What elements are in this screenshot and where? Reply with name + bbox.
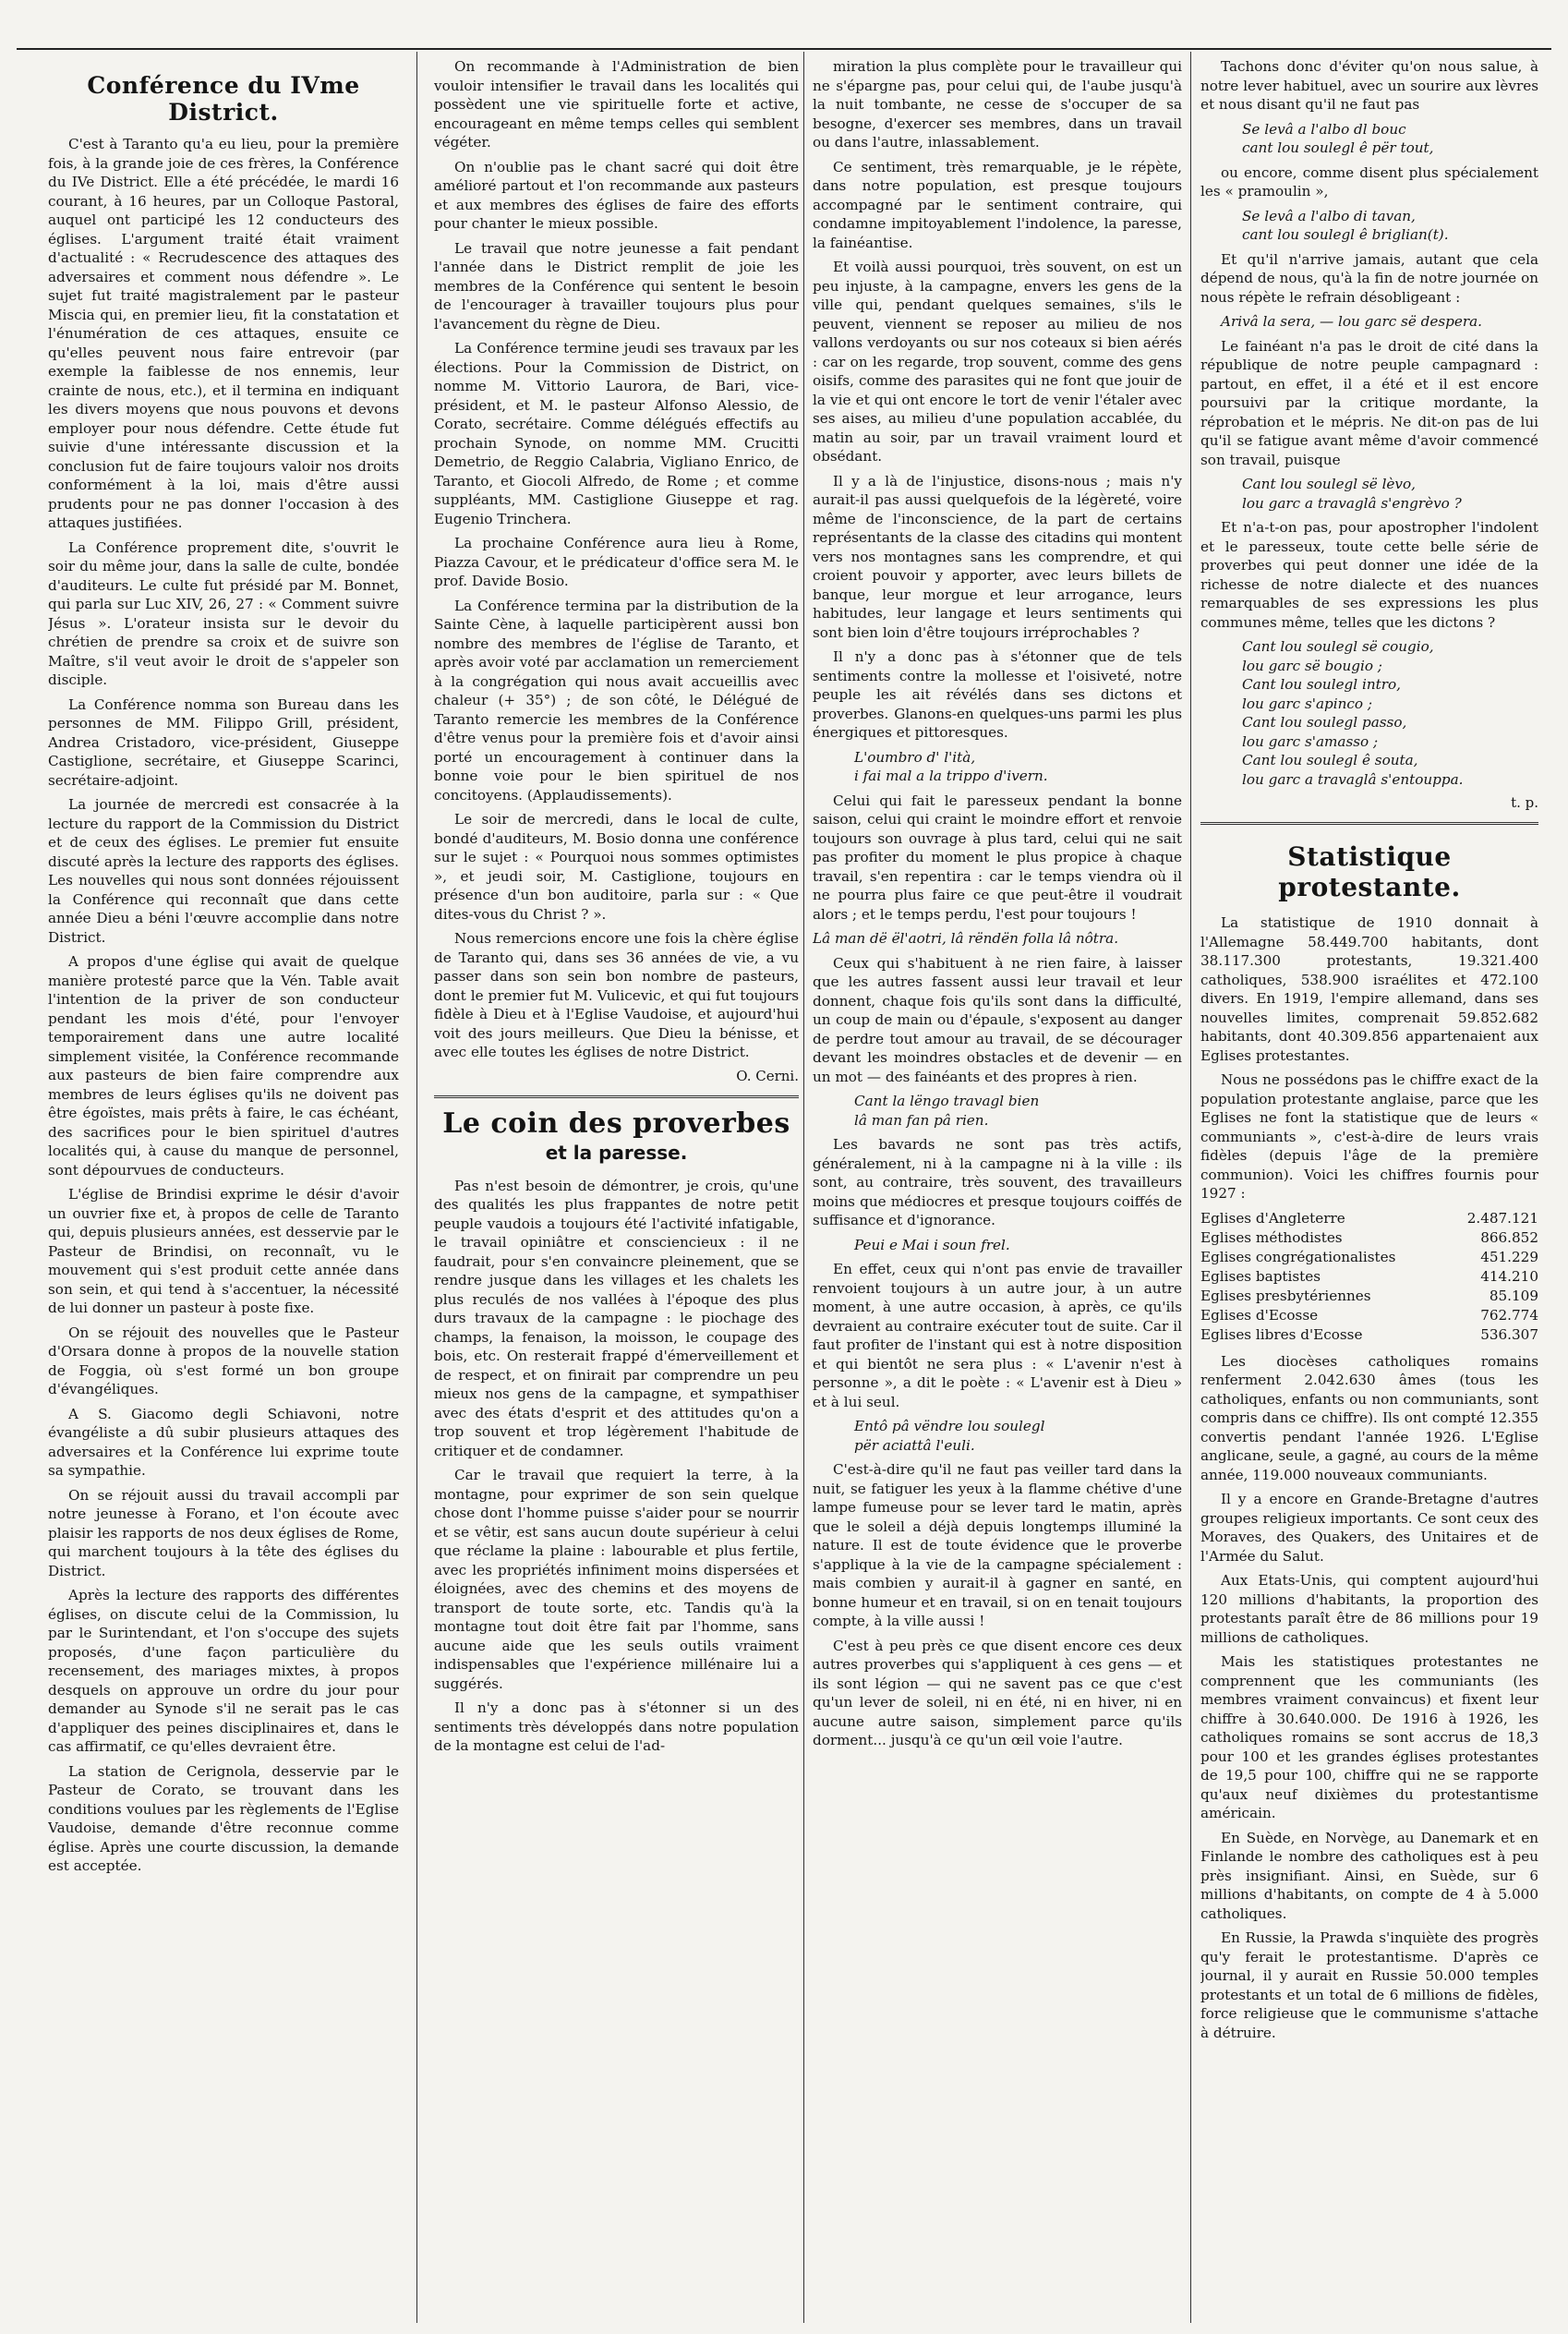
paragraph: Ceux qui s'habituent à ne rien faire, à laisser que les autres fassent aussi leur travail et leur donnent, chaque fois qu'ils sont dans la difficulté, un coup de main ou d'épaule, s'exposent au danger de perdre tout amour au travail, de se décourager devant les moindres obstacles et de devenir — en un mot — des fainéants et des propres à rien. <box>813 954 1182 1085</box>
paragraph: L'église de Brindisi exprime le désir d'avoir un ouvrier fixe et, à propos de celle de Taranto qui, depuis plusieurs années, est desservie par le Pasteur de Brindisi, on reconnaît, vu le mouvement qui s'est produit cette année dans son sein, et qui tend à s'accentuer, la nécessité de lui donner un pasteur à poste fixe. <box>48 1186 399 1316</box>
member-count: 85.109 <box>1489 1287 1538 1304</box>
paragraph: On n'oublie pas le chant sacré qui doit être amélioré partout et l'on recommande aux pasteurs et aux membres des églises de faire des efforts pour chanter le mieux possible. <box>434 158 799 232</box>
proverbes-body-b <box>813 792 1182 925</box>
column-rule <box>1190 52 1191 2323</box>
paragraph: En Suède, en Norvège, au Danemark et en Finlande le nombre des catholiques est à peu près insignifiant. Ainsi, en Suède, sur 6 millions d'habitants, on compte de 4 à 5.000 catholiques. <box>1200 1829 1538 1922</box>
paragraph: En effet, ceux qui n'ont pas envie de travailler renvoient toujours à un autre jour, à un autre moment, à une autre occasion, à après, ce qu'ils devraient au contraire exécuter tout de suite. Car il faut profiter de l'instant qui est à notre disposition et qui bientôt ne sera plus : « L'avenir n'est à personne », a dit le poète : « L'avenir est à Dieu » et à lui seul. <box>813 1261 1182 1410</box>
article-subtitle-paresse: et la paresse. <box>545 1141 688 1164</box>
paragraph: Les diocèses catholiques romains renferment 2.042.630 âmes (tous les catholiques, enfants ou non communiants, sont compris dans ce chiffre). Ils ont compté 12.355 convertis pendant l'année 1926. L'Eglise anglicane, seule, a gagné, au cours de la même année, 119.000 nouveaux communiants. <box>1200 1352 1538 1483</box>
paragraph: On se réjouit des nouvelles que le Pasteur d'Orsara donne à propos de la nouvelle station de Foggia, où s'est formé un bon groupe d'évangéliques. <box>48 1324 399 1397</box>
proverbes-end-e <box>1200 518 1538 632</box>
paragraph: Nous remercions encore une fois la chère église de Taranto qui, dans ses 36 années de vie, a vu passer dans son sein bon nombre de pasteurs, dont le premier fut M. Vulicevic, et qui fut toujours fidèle à Dieu et à l'Eglise Vaudoise, et aujourd'hui voit des jours meilleurs. Que Dieu la bénisse, et avec elle toutes les églises de notre District. <box>434 930 799 1060</box>
paragraph: Il n'y a donc pas à s'étonner si un des sentiments très développés dans notre population de la montagne est celui de l'ad- <box>434 1699 799 1754</box>
proverb-verse: Lâ man dë ël'aotri, lâ rëndën folla lâ nôtra. <box>813 930 1119 947</box>
statistique-body-a <box>1200 913 1538 1203</box>
table-row <box>1200 1267 1538 1287</box>
paragraph: Tachons donc d'éviter qu'on nous salue, à notre lever habituel, avec un sourire aux lèvres et nous disant qu'il ne faut pas <box>1200 58 1538 113</box>
paragraph: A propos d'une église qui avait de quelque manière protesté parce que la Vén. Table avait l'intention de la priver de son conducteur pendant les mois d'été, pour l'envoyer temporairement dans une autre localité simplement visitée, la Conférence recommande aux pasteurs de bien faire comprendre aux membres de leurs églises qu'ils ne doivent pas être égoïstes, mais prêts à faire, le cas échéant, des sacrifices pour le bien spirituel d'autres localités qui, à cause du manque de personnel, sont dépourvues de conducteurs. <box>48 953 399 1179</box>
member-count: 536.307 <box>1480 1325 1538 1343</box>
paragraph: C'est à Taranto qu'a eu lieu, pour la première fois, à la grande joie de ces frères, la Conférence du IVe District. Elle a été précédée, le mardi 16 courant, à 16 heures, par un Colloque Pastoral, auquel ont participé les 12 conducteurs des églises. L'argument traité était vraiment d'actualité : « Recrudescence des attaques des adversaires et comment nous défendre ». Le sujet fut traité magistralement par le pasteur Miscia qui, en premier lieu, fit la constatation et l'énumération de ces attaques, ensuite ce qu'elles peuvent nous faire entrevoir (par exemple la faiblesse de nos ennemis, leur crainte de nous, etc.), et il termina en indiquant les divers moyens que nous pouvons et devons employer pour nous défendre. Cette étude fut suivie d'une intéressante discussion et la conclusion fut de faire toujours valoir nos droits conformément à la loi, mais d'être aussi prudents pour ne pas donner l'occasion à des attaques justifiées. <box>48 136 399 531</box>
column-rule <box>416 52 417 2323</box>
article-title-statistique: Statistique protestante. <box>1278 841 1461 902</box>
proverbes-body-a <box>813 57 1182 743</box>
member-count: 451.229 <box>1480 1248 1538 1265</box>
paragraph: A S. Giacomo degli Schiavoni, notre évangéliste a dû subir plusieurs attaques des adversaires et la Conférence lui exprime toute sa sympathie. <box>48 1405 399 1479</box>
church-name: Eglises d'Angleterre <box>1200 1209 1345 1227</box>
column-rule <box>803 52 804 2323</box>
proverb-verse: L'oumbro d' l'ità, i fai mal a la trippo d'ivern. <box>854 748 1048 784</box>
proverb-verse: Se levâ a l'albo dl bouc cant lou soulegl ê për tout, <box>1242 120 1434 156</box>
top-rule <box>17 48 1551 50</box>
paragraph: La Conférence termina par la distribution de la Sainte Cène, à laquelle participèrent aussi bon nombre des membres de l'église de Taranto, et après avoir voté par acclamation un remerciement à la congrégation qui nous avait accueillis avec chaleur (+ 35°) ; de son côté, le Délégué de Taranto remercie les membres de la Conférence d'être venus pour la première fois et d'avoir ainsi porté un encouragement à continuer dans la bonne voie pour le bien spirituel de nos concitoyens. (Applaudissements). <box>434 597 799 804</box>
paragraph: Et voilà aussi pourquoi, très souvent, on est un peu injuste, à la campagne, envers les gens de la ville qui, pendant quelques semaines, s'ils le peuvent, viennent se reposer au milieu de nos vallons verdoyants ou sur nos coteaux si bien aérés : car on les regarde, trop souvent, comme des gens oisifs, comme des parasites qui ne font que jouir de la vie et qui ont encore le tort de venir l'étaler avec ses aises, au milieu d'une population accablée, du matin au soir, par un travail vraiment lourd et obsédant. <box>813 259 1182 465</box>
proverbes-end-d <box>1200 337 1538 470</box>
paragraph: Et n'a-t-on pas, pour apostropher l'indolent et le paresseux, toute cette belle série de proverbes qui peut donner une idée de la richesse de notre dialecte et des nuances remarquables de ses expressions les plus communes même, telles que les dictons ? <box>1200 519 1538 631</box>
table-row <box>1200 1287 1538 1306</box>
proverb-verse: Arivâ la sera, — lou garc së despera. <box>1221 313 1483 330</box>
conference-body <box>48 135 399 1876</box>
paragraph: La Conférence proprement dite, s'ouvrit le soir du même jour, dans la salle de culte, bondée d'auditeurs. Le culte fut présidé par M. Bonnet, qui parla sur Luc XIV, 26, 27 : « Comment suivre Jésus ». L'orateur insista sur le devoir du chrétien de prendre sa croix et de suivre son Maître, s'il veut avoir le droit de s'appeler son disciple. <box>48 538 399 688</box>
proverb-verse: Entô pâ vëndre lou soulegl për aciattâ l'euli. <box>854 1418 1045 1454</box>
member-count: 762.774 <box>1480 1306 1538 1324</box>
signature-tp: t. p. <box>1511 794 1538 811</box>
church-name: Eglises d'Ecosse <box>1200 1306 1319 1324</box>
article-title-conference: Conférence du IVme District. <box>87 72 360 126</box>
paragraph: La prochaine Conférence aura lieu à Rome, Piazza Cavour, et le prédicateur d'office sera M. le prof. Davide Bosio. <box>434 535 799 589</box>
paragraph: Il n'y a donc pas à s'étonner que de tels sentiments contre la mollesse et l'oisiveté, notre peuple les ait révélés dans ses dictons et proverbes. Glanons-en quelques-uns parmi les plus énergiques et pittoresques. <box>813 648 1182 741</box>
paragraph: Les bavards ne sont pas très actifs, généralement, ni à la campagne ni à la ville : ils sont, au contraire, très souvent, des travailleurs moins que médiocres et presque toujours coiffés de suffisance et d'ignorance. <box>813 1136 1182 1228</box>
table-row <box>1200 1325 1538 1345</box>
statistique-body-b <box>1200 1352 1538 2043</box>
paragraph: Et qu'il n'arrive jamais, autant que cela dépend de nous, qu'à la fin de notre journée on nous répète le refrain désobligeant : <box>1200 250 1538 306</box>
paragraph: C'est à peu près ce que disent encore ces deux autres proverbes qui s'appliquent à ces gens — et ils sont légion — qui ne savent pas ce que c'est qu'un lever de soleil, ni en été, ni en hiver, ni en aucune autre saison, simplement parce qu'ils dorment... jusqu'à ce qu'un œil voie l'autre. <box>813 1637 1182 1748</box>
table-row <box>1200 1306 1538 1325</box>
paragraph: Il y a encore en Grande-Bretagne d'autres groupes religieux importants. Ce sont ceux des Moraves, des Quakers, des Unitaires et de l'Armée du Salut. <box>1200 1491 1538 1565</box>
proverb-verse: Se levâ a l'albo di tavan, cant lou soulegl ê briglian(t). <box>1242 207 1449 243</box>
paragraph: Car le travail que requiert la terre, à la montagne, pour exprimer de son sein quelque chose dont l'homme puisse s'aider pour se nourrir et se vêtir, est sans aucun doute supérieur à celui que réclame la plaine : labourable et plus fertile, avec les propriétés infiniment moins dispersées et éloignées, avec des chemins et des moyens de transport de toute sorte, etc. Tandis qu'à la montagne tout doit être fait par l'homme, sans aucune aide que les seuls outils vraiment indispensables que l'expérience millénaire lui a suggérés. <box>434 1467 799 1692</box>
signature-cerni: O. Cerni. <box>736 1067 799 1084</box>
member-count: 866.852 <box>1480 1228 1538 1246</box>
paragraph: Après la lecture des rapports des différentes églises, on discute celui de la Commission, lu par le Surintendant, et l'on s'occupe des sujets proposés, d'une façon particulière du recensement, des mariages mixtes, à propos desquels on approuve un ordre du jour pour demander au Synode s'il ne serait pas le cas d'appliquer des peines disciplinaires et, dans le cas affirmatif, ce qu'elles devraient être. <box>48 1587 399 1755</box>
church-name: Eglises presbytériennes <box>1200 1287 1371 1304</box>
paragraph: miration la plus complète pour le travailleur qui ne s'épargne pas, pour celui qui, de l'aube jusqu'à la nuit tombante, ne cesse de s'occuper de sa besogne, d'exercer ses membres, dans un travail ou dans l'autre, inlassablement. <box>813 58 1182 151</box>
column-1 <box>48 57 399 2323</box>
paragraph: Nous ne possédons pas le chiffre exact de la population protestante anglaise, parce que les Eglises ne font la statistique que de leurs « communiants », c'est-à-dire de leurs vrais fidèles (depuis l'âge de la première communion). Voici les chiffres fournis pour 1927 : <box>1200 1071 1538 1202</box>
paragraph: Il y a là de l'injustice, disons-nous ; mais n'y aurait-il pas aussi quelquefois de la légèreté, voire même de l'inconscience, de la part de certains représentants de la classe des citadins qui montent vers nos montagnes sans les comprendre, et qui croient pouvoir y apporter, avec leurs billets de banque, leur morgue et leur arrogance, leurs habitudes, leur langage et leurs sentiments qui sont bien loin d'être toujours irréprochables ? <box>813 472 1182 641</box>
paragraph: Le fainéant n'a pas le droit de cité dans la république de notre peuple campagnard : partout, en effet, il a été et il est encore poursuivi par la critique mordante, la réprobation et le mépris. Ne dit-on pas de lui qu'il se fatigue avant même d'avoir commencé son travail, puisque <box>1200 337 1538 468</box>
separator <box>1200 822 1538 825</box>
paragraph: La Conférence nomma son Bureau dans les personnes de MM. Filippo Grill, président, Andrea Cristadoro, vice-président, Giuseppe Castiglione, secrétaire, et Giuseppe Scarinci, secrétaire-adjoint. <box>48 695 399 789</box>
column-2 <box>434 57 799 2323</box>
column-4 <box>1200 57 1538 2323</box>
proverbes-body-f <box>813 1460 1182 1750</box>
church-name: Eglises libres d'Ecosse <box>1200 1325 1363 1343</box>
proverb-verse: Cant lou soulegl së lèvo, lou garc a travaglâ s'engrèvo ? <box>1242 476 1462 512</box>
proverbes-end-b <box>1200 163 1538 201</box>
paragraph: Aux Etats-Unis, qui comptent aujourd'hui 120 millions d'habitants, la proportion des protestants paraît être de 86 millions pour 19 millions de catholiques. <box>1200 1572 1538 1646</box>
paragraph: Ce sentiment, très remarquable, je le répète, dans notre population, est presque toujours accompagné par le sentiment contraire, qui condamne impitoyablement l'indolence, la paresse, la fainéantise. <box>813 158 1182 251</box>
proverbes-end-c <box>1200 250 1538 308</box>
proverb-verse: Cant lou soulegl së cougio, lou garc së bougio ; Cant lou soulegl intro, lou garc s'apinco ; Cant lou soulegl passo, lou garc s'amasso ; Cant lou soulegl ê souta, lou garc a travaglâ s'entouppa. <box>1242 638 1464 788</box>
proverbes-body <box>434 1177 799 1756</box>
statistics-table <box>1200 1209 1538 1345</box>
paragraph: ou encore, comme disent plus spécialement les « pramoulin », <box>1200 163 1538 200</box>
paragraph: La station de Cerignola, desservie par le Pasteur de Corato, se trouvant dans les conditions voulues par les règlements de l'Eglise Vaudoise, demande d'être reconnue comme église. Après une courte discussion, la demande est acceptée. <box>48 1762 399 1874</box>
paragraph: Le travail que notre jeunesse a fait pendant l'année dans le District remplit de joie les membres de la Conférence qui sentent le besoin de l'encourager à travailler toujours plus pour l'avancement du règne de Dieu. <box>434 239 799 333</box>
separator <box>434 1095 799 1098</box>
paragraph: En Russie, la Prawda s'inquiète des progrès qu'y ferait le protestantisme. D'après ce journal, il y aurait en Russie 50.000 temples protestants et un total de 6 millions de fidèles, force religieuse que le communisme s'attache à détruire. <box>1200 1929 1538 2041</box>
conference-body-continued <box>434 57 799 1062</box>
member-count: 414.210 <box>1480 1267 1538 1285</box>
church-name: Eglises méthodistes <box>1200 1228 1343 1246</box>
proverbes-end-a <box>1200 57 1538 115</box>
paragraph: On se réjouit aussi du travail accompli par notre jeunesse à Forano, et l'on écoute avec plaisir les rapports de nos deux églises de Rome, qui marchent toujours à la tête des églises du District. <box>48 1486 399 1579</box>
church-name: Eglises baptistes <box>1200 1267 1321 1285</box>
proverbes-body-d <box>813 1135 1182 1230</box>
member-count: 2.487.121 <box>1466 1209 1538 1227</box>
paragraph: Pas n'est besoin de démontrer, je crois, qu'une des qualités les plus frappantes de notre petit peuple vaudois a toujours été l'activité infatigable, le travail opiniâtre et consciencieux : il ne faudrait, pour s'en convaincre pleinement, que se rendre jusque dans les villages et les chalets les plus reculés de nos vallées à l'époque des plus durs travaux de la campagne : le piochage des champs, la fenaison, la moisson, le coupage des bois, etc. On resterait frappé d'émerveillement et de respect, et on finirait par comprendre un peu mieux nos gens de la campagne, et sympathiser avec des états d'esprit et des attitudes qu'on a trop souvent et trop légèrement l'habitude de critiquer et de condamner. <box>434 1177 799 1459</box>
paragraph: C'est-à-dire qu'il ne faut pas veiller tard dans la nuit, se fatiguer les yeux à la flamme chétive d'une lampe fumeuse pour se lever tard le matin, après que le soleil a déjà depuis longtemps illuminé la nature. Il est de toute évidence que le proverbe s'applique à la vie de la campagne spécialement : mais combien y aurait-il à gagner en santé, en bonne humeur et en travail, si on en tenait toujours compte, à la ville aussi ! <box>813 1461 1182 1629</box>
proverbes-body-c <box>813 954 1182 1087</box>
proverb-verse: Cant la lëngo travagl bien lâ man fan pâ rien. <box>854 1093 1040 1129</box>
church-name: Eglises congrégationalistes <box>1200 1248 1396 1265</box>
article-title-proverbes: Le coin des proverbes <box>442 1107 790 1140</box>
paragraph: On recommande à l'Administration de bien vouloir intensifier le travail dans les localités qui possèdent une vie spirituelle forte et active, encourageant en même temps celles qui semblent végéter. <box>434 58 799 151</box>
proverb-verse: Peui e Mai i soun frel. <box>854 1236 1010 1253</box>
proverbes-body-e <box>813 1260 1182 1411</box>
table-row <box>1200 1248 1538 1267</box>
paragraph: La journée de mercredi est consacrée à la lecture du rapport de la Commission du District et de ceux des églises. Le premier fut ensuite discuté après la lecture des rapports des églises. Les nouvelles qui nous sont données réjouissent la Conférence qui reconnaît que dans cette année Dieu a béni l'œuvre accomplie dans notre District. <box>48 796 399 946</box>
paragraph: Mais les statistiques protestantes ne comprennent que les communiants (les membres vraiment convaincus) et fixent leur chiffre à 30.640.000. De 1916 à 1926, les catholiques romains se sont accrus de 18,3 pour 100 et les grandes églises protestantes de 19,5 pour 100, chiffre qui ne se rapporte qu'aux neuf dixièmes du protestantisme américain. <box>1200 1653 1538 1821</box>
table-row <box>1200 1228 1538 1248</box>
paragraph: Le soir de mercredi, dans le local de culte, bondé d'auditeurs, M. Bosio donna une conférence sur le sujet : « Pourquoi nous sommes optimistes », et jeudi soir, M. Castiglione, toujours en présence d'un bon auditoire, parla sur : « Que dites-vous du Christ ? ». <box>434 811 799 923</box>
table-row <box>1200 1209 1538 1228</box>
paragraph: Celui qui fait le paresseux pendant la bonne saison, celui qui craint le moindre effort et renvoie toujours son ouvrage à plus tard, celui qui ne sait pas profiter du moment le plus propice à chaque travail, s'en repentira : car le temps viendra où il ne pourra plus faire ce que peut-être il voudrait alors ; et le temps perdu, l'est pour toujours ! <box>813 792 1182 923</box>
column-3 <box>813 57 1182 2323</box>
paragraph: La statistique de 1910 donnait à l'Allemagne 58.449.700 habitants, dont 38.117.300 protestants, 19.321.400 catholiques, 538.900 israélites et 472.100 divers. En 1919, l'empire allemand, dans ses nouvelles limites, comprenait 59.852.682 habitants, dont 40.309.856 appartenaient aux Eglises protestantes. <box>1200 914 1538 1064</box>
paragraph: La Conférence termine jeudi ses travaux par les élections. Pour la Commission de District, on nomme M. Vittorio Laurora, de Bari, vice-président, et M. le pasteur Alfonso Alessio, de Corato, secrétaire. Comme délégués effectifs au prochain Synode, on nomme MM. Crucitti Demetrio, de Reggio Calabria, Vigliano Enrico, de Taranto, et Giocoli Alfredo, de Rome ; et comme suppléants, MM. Castiglione Giuseppe et rag. Eugenio Trinchera. <box>434 340 799 527</box>
